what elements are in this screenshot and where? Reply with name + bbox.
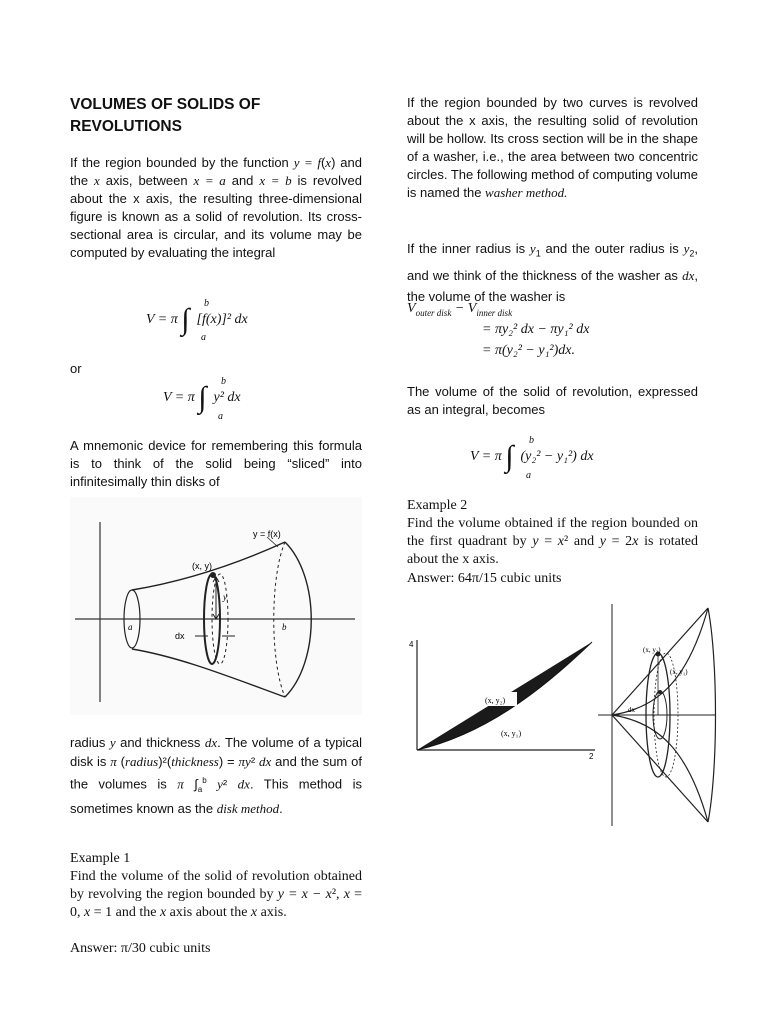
dx-label: dx <box>175 631 185 641</box>
washer-volume-line2: = πy₂² dx − πy₁² dx <box>482 322 590 337</box>
point-y2-label: (x, y₂) <box>485 696 506 705</box>
limit-lower: a <box>201 332 206 343</box>
washer-volume-line3: = π(y₂² − y₁²)dx. <box>482 343 576 358</box>
mnemonic-paragraph: A mnemonic device for remembering this formula is to think of the solid being “sliced” into infinitesimally thin disks of <box>70 438 362 489</box>
y-label: y <box>223 592 227 602</box>
x-tick-label: 2 <box>589 752 594 761</box>
region-figure <box>405 632 600 762</box>
b-label: b <box>282 622 287 632</box>
washer-dx-label: dx <box>628 706 635 714</box>
equation-disk-y: V = π ∫ y² dx <box>163 381 241 414</box>
limit-upper: b <box>204 298 209 309</box>
a-label: a <box>128 622 133 632</box>
example2-text: Find the volume obtained if the region bounded on the first quadrant by y = x² and y = 2x is rotated about the x axis. <box>407 516 698 567</box>
example2-answer: Answer: 64π/15 cubic units <box>407 571 562 586</box>
curve-label: y = f(x) <box>253 529 281 539</box>
example1-text: Find the volume of the solid of revolution obtained by revolving the region bounded by y = x − x², x = 0, x = 1 and the x axis about the x axis. <box>70 869 362 920</box>
example1-title: Example 1 <box>70 851 131 866</box>
disk-method-figure <box>70 497 362 715</box>
radius-intro-paragraph: If the inner radius is $y_1$ and the outer radius is $y_2$, and we think of the thickness of the washer as dx, the volume of the washer is <box>407 241 698 304</box>
washer-figure <box>598 600 718 830</box>
washer-volume-line1: $V_{outer disk} - V_{inner disk}$ <box>407 301 513 318</box>
point-label: (x, y) <box>192 561 212 571</box>
limit-lower: a <box>526 470 531 481</box>
example1-answer: Answer: π/30 cubic units <box>70 941 211 956</box>
y-tick-label: 4 <box>409 640 414 649</box>
radius-paragraph: radius y and thickness dx. The volume of a typical disk is π (radius)²(thickness) = πy² dx and the sum of the volumes is π $\int_a^b$ y² dx. This method is sometimes known as the disk method. <box>70 735 362 816</box>
washer-y1-label: (x, y₁) <box>670 668 688 676</box>
example2-title: Example 2 <box>407 498 468 513</box>
integral-intro-paragraph: The volume of the solid of revolution, expressed as an integral, becomes <box>407 384 698 417</box>
or-text: or <box>70 361 82 376</box>
intro-paragraph: If the region bounded by the function y = f(x) and the x axis, between x = a and x = b is revolved about the x axis, the resulting three-dimensional figure is known as a solid of revolution. Its cross-sectional area is circular, and its volume may be computed by evaluating the integral <box>70 155 363 260</box>
equation-washer: V = π ∫ (y₂² − y₁²) dx <box>470 440 594 473</box>
limit-upper: b <box>529 435 534 446</box>
limit-upper: b <box>221 376 226 387</box>
page-title: VOLUMES OF SOLIDS OF REVOLUTIONS <box>70 96 261 135</box>
point-y1-label: (x, y₁) <box>501 729 522 738</box>
washer-y2-label: (x, y₂) <box>643 646 661 654</box>
limit-lower: a <box>218 411 223 422</box>
equation-disk-fx: V = π ∫ [f(x)]² dx <box>146 303 248 336</box>
washer-intro-paragraph: If the region bounded by two curves is revolved about the x axis, the resulting solid of revolution will be hollow. Its cross section will be in the shape of a washer, i.e., the area between two concentric circles. The following method of computing volume is named the washer method. <box>407 95 698 200</box>
